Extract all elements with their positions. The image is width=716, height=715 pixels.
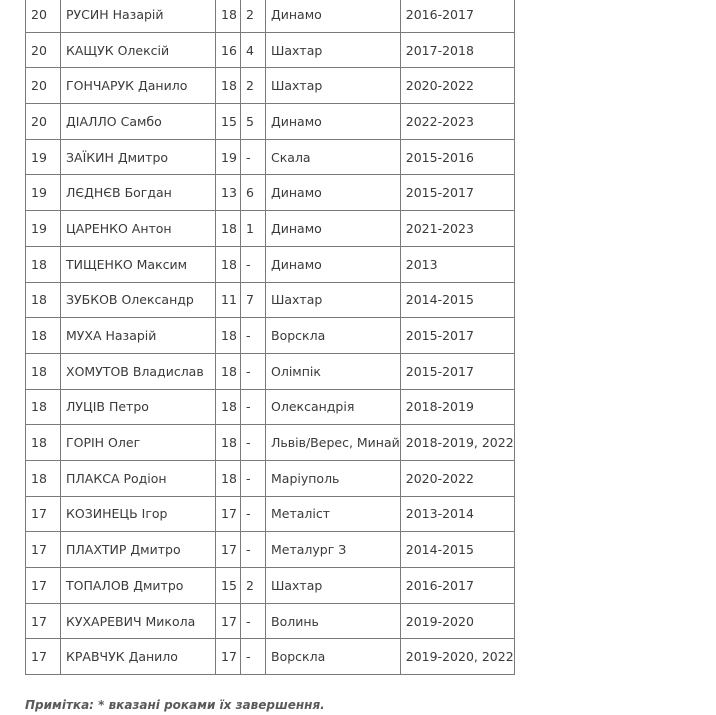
club-cell: Динамо — [266, 104, 401, 140]
table-row — [26, 496, 515, 532]
club-cell: Шахтар — [266, 568, 401, 604]
players-table — [25, 0, 515, 675]
player-name-cell: ПЛАХТИР Дмитро — [61, 532, 216, 568]
games-cell: 20 — [26, 32, 61, 68]
matches-cell: 18 — [216, 246, 241, 282]
games-cell: 17 — [26, 532, 61, 568]
years-cell: 2013 — [400, 246, 514, 282]
years-cell: 2016-2017 — [400, 568, 514, 604]
matches-cell: 18 — [216, 318, 241, 354]
games-cell: 18 — [26, 353, 61, 389]
goals-cell: 1 — [241, 211, 266, 247]
goals-cell: - — [241, 639, 266, 675]
goals-cell: - — [241, 318, 266, 354]
table-row — [26, 282, 515, 318]
matches-cell: 15 — [216, 104, 241, 140]
footnote: Примітка: * вказані роками їх завершення. — [25, 698, 325, 712]
years-cell: 2020-2022 — [400, 460, 514, 496]
years-cell: 2015-2017 — [400, 353, 514, 389]
club-cell: Скала — [266, 139, 401, 175]
matches-cell: 18 — [216, 460, 241, 496]
player-name-cell: ТОПАЛОВ Дмитро — [61, 568, 216, 604]
player-name-cell: ЛЄДНЄВ Богдан — [61, 175, 216, 211]
player-name-cell: ЗУБКОВ Олександр — [61, 282, 216, 318]
table-row — [26, 639, 515, 675]
club-cell: Металіст — [266, 496, 401, 532]
table-row — [26, 104, 515, 140]
games-cell: 19 — [26, 211, 61, 247]
players-table-body — [26, 0, 515, 675]
years-cell: 2021-2023 — [400, 211, 514, 247]
years-cell: 2015-2016 — [400, 139, 514, 175]
games-cell: 18 — [26, 246, 61, 282]
goals-cell: - — [241, 139, 266, 175]
games-cell: 17 — [26, 496, 61, 532]
goals-cell: 6 — [241, 175, 266, 211]
games-cell: 20 — [26, 0, 61, 32]
player-name-cell: ЗАЇКИН Дмитро — [61, 139, 216, 175]
matches-cell: 15 — [216, 568, 241, 604]
years-cell: 2013-2014 — [400, 496, 514, 532]
table-row — [26, 389, 515, 425]
games-cell: 17 — [26, 639, 61, 675]
player-name-cell: ПЛАКСА Родіон — [61, 460, 216, 496]
table-row — [26, 246, 515, 282]
table-row — [26, 68, 515, 104]
matches-cell: 16 — [216, 32, 241, 68]
club-cell: Динамо — [266, 175, 401, 211]
years-cell: 2014-2015 — [400, 532, 514, 568]
games-cell: 17 — [26, 568, 61, 604]
goals-cell: - — [241, 353, 266, 389]
table-row — [26, 353, 515, 389]
games-cell: 18 — [26, 318, 61, 354]
games-cell: 18 — [26, 460, 61, 496]
table-row — [26, 532, 515, 568]
club-cell: Волинь — [266, 603, 401, 639]
player-name-cell: КАЩУК Олексій — [61, 32, 216, 68]
table-row — [26, 32, 515, 68]
games-cell: 18 — [26, 389, 61, 425]
club-cell: Олімпік — [266, 353, 401, 389]
player-name-cell: ЛУЦІВ Петро — [61, 389, 216, 425]
player-name-cell: ТИЩЕНКО Максим — [61, 246, 216, 282]
goals-cell: - — [241, 425, 266, 461]
table-row — [26, 175, 515, 211]
player-name-cell: ГОРІН Олег — [61, 425, 216, 461]
games-cell: 19 — [26, 175, 61, 211]
player-name-cell: ЦАРЕНКО Антон — [61, 211, 216, 247]
club-cell: Динамо — [266, 211, 401, 247]
goals-cell: 7 — [241, 282, 266, 318]
years-cell: 2016-2017 — [400, 0, 514, 32]
table-row — [26, 318, 515, 354]
games-cell: 20 — [26, 68, 61, 104]
player-name-cell: РУСИН Назарій — [61, 0, 216, 32]
years-cell: 2022-2023 — [400, 104, 514, 140]
matches-cell: 18 — [216, 68, 241, 104]
years-cell: 2019-2020 — [400, 603, 514, 639]
players-table-container — [25, 0, 515, 675]
table-row — [26, 603, 515, 639]
player-name-cell: КРАВЧУК Данило — [61, 639, 216, 675]
club-cell: Львів/Верес, Минай — [266, 425, 401, 461]
goals-cell: 2 — [241, 568, 266, 604]
games-cell: 20 — [26, 104, 61, 140]
games-cell: 19 — [26, 139, 61, 175]
matches-cell: 18 — [216, 353, 241, 389]
years-cell: 2019-2020, 2022 — [400, 639, 514, 675]
goals-cell: - — [241, 246, 266, 282]
goals-cell: - — [241, 603, 266, 639]
club-cell: Олександрія — [266, 389, 401, 425]
years-cell: 2018-2019 — [400, 389, 514, 425]
player-name-cell: МУХА Назарій — [61, 318, 216, 354]
games-cell: 17 — [26, 603, 61, 639]
player-name-cell: ГОНЧАРУК Данило — [61, 68, 216, 104]
matches-cell: 18 — [216, 0, 241, 32]
club-cell: Маріуполь — [266, 460, 401, 496]
matches-cell: 19 — [216, 139, 241, 175]
years-cell: 2014-2015 — [400, 282, 514, 318]
goals-cell: 4 — [241, 32, 266, 68]
matches-cell: 17 — [216, 532, 241, 568]
years-cell: 2020-2022 — [400, 68, 514, 104]
table-row — [26, 211, 515, 247]
years-cell: 2018-2019, 2022 — [400, 425, 514, 461]
player-name-cell: КУХАРЕВИЧ Микола — [61, 603, 216, 639]
table-row — [26, 460, 515, 496]
goals-cell: - — [241, 496, 266, 532]
table-row — [26, 0, 515, 32]
matches-cell: 18 — [216, 389, 241, 425]
matches-cell: 11 — [216, 282, 241, 318]
player-name-cell: КОЗИНЕЦЬ Ігор — [61, 496, 216, 532]
club-cell: Шахтар — [266, 282, 401, 318]
goals-cell: 2 — [241, 0, 266, 32]
goals-cell: - — [241, 389, 266, 425]
club-cell: Ворскла — [266, 318, 401, 354]
years-cell: 2015-2017 — [400, 175, 514, 211]
club-cell: Шахтар — [266, 68, 401, 104]
goals-cell: - — [241, 532, 266, 568]
table-row — [26, 425, 515, 461]
matches-cell: 17 — [216, 639, 241, 675]
matches-cell: 18 — [216, 211, 241, 247]
table-row — [26, 568, 515, 604]
matches-cell: 13 — [216, 175, 241, 211]
matches-cell: 18 — [216, 425, 241, 461]
years-cell: 2017-2018 — [400, 32, 514, 68]
goals-cell: 2 — [241, 68, 266, 104]
games-cell: 18 — [26, 282, 61, 318]
table-row — [26, 139, 515, 175]
player-name-cell: ДІАЛЛО Самбо — [61, 104, 216, 140]
club-cell: Динамо — [266, 246, 401, 282]
years-cell: 2015-2017 — [400, 318, 514, 354]
goals-cell: - — [241, 460, 266, 496]
club-cell: Металург З — [266, 532, 401, 568]
club-cell: Шахтар — [266, 32, 401, 68]
goals-cell: 5 — [241, 104, 266, 140]
matches-cell: 17 — [216, 603, 241, 639]
player-name-cell: ХОМУТОВ Владислав — [61, 353, 216, 389]
games-cell: 18 — [26, 425, 61, 461]
matches-cell: 17 — [216, 496, 241, 532]
club-cell: Динамо — [266, 0, 401, 32]
club-cell: Ворскла — [266, 639, 401, 675]
